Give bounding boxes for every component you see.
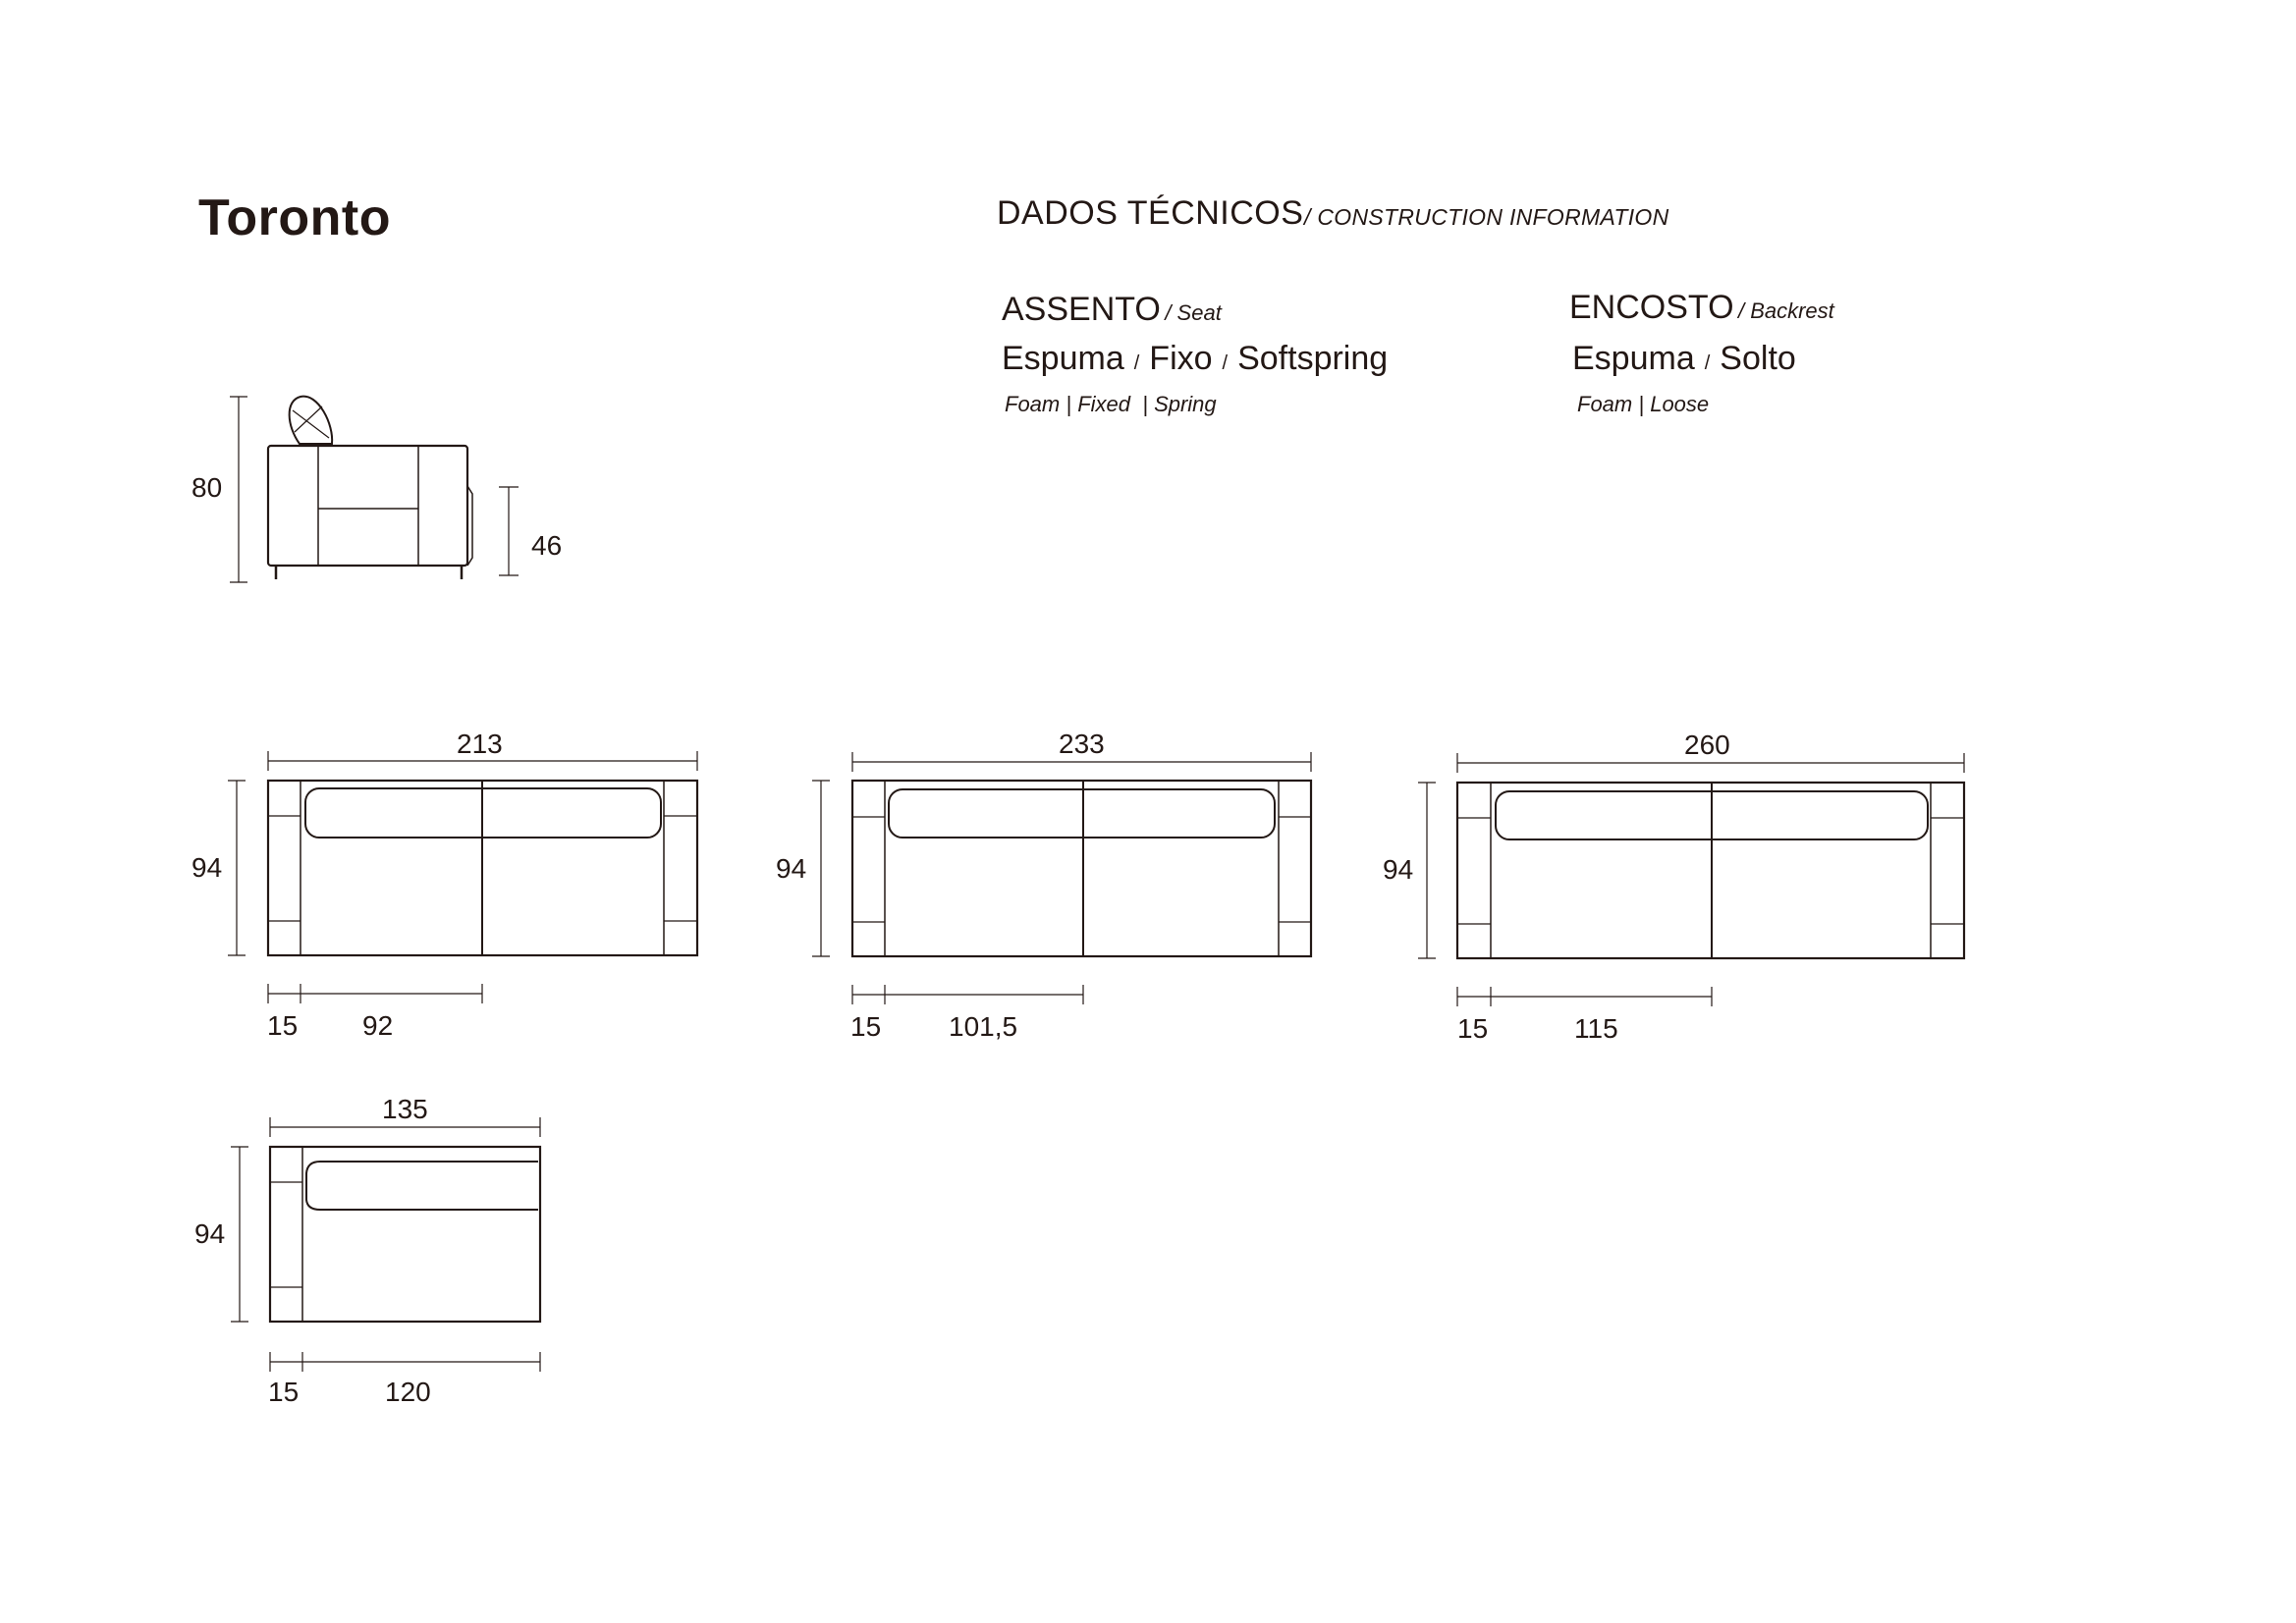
side-height-label: 80 — [191, 472, 223, 503]
plan4-depth-label: 94 — [194, 1218, 226, 1249]
plan3-arm-label: 15 — [1457, 1013, 1489, 1044]
seat-value-en-fixed: Fixed — [1077, 392, 1130, 416]
plan1-arm-label: 15 — [267, 1010, 299, 1041]
plan-233-drawing — [812, 752, 1311, 1004]
separator: / — [1222, 352, 1229, 374]
plan2-seat-label: 101,5 — [949, 1011, 1018, 1042]
plan4-seat-label: 120 — [385, 1377, 431, 1407]
plan2-arm-label: 15 — [850, 1011, 882, 1042]
header-subtitle: / CONSTRUCTION INFORMATION — [1304, 204, 1669, 230]
seat-value-spring: Softspring — [1237, 340, 1389, 377]
plan3-depth-label: 94 — [1383, 854, 1414, 885]
seat-value-en-spring: Spring — [1154, 392, 1217, 416]
plan1-depth-label: 94 — [191, 852, 223, 883]
separator: / — [1133, 352, 1140, 374]
seat-value-foam: Espuma — [1002, 340, 1124, 377]
backrest-value-en-foam: Foam — [1577, 392, 1633, 416]
separator: / — [1704, 352, 1711, 374]
header-title: DADOS TÉCNICOS — [997, 194, 1304, 232]
seat-title-en: / Seat — [1165, 300, 1222, 325]
plan2-depth-label: 94 — [776, 853, 807, 884]
seat-title: ASSENTO — [1002, 291, 1161, 328]
plan3-width-label: 260 — [1684, 730, 1730, 760]
backrest-value-en-loose: Loose — [1650, 392, 1710, 416]
plan-213-drawing — [228, 751, 697, 1003]
plan3-seat-label: 115 — [1574, 1013, 1618, 1044]
backrest-values-en: Foam | Loose — [1577, 392, 1710, 416]
side-seat-height-label: 46 — [531, 530, 563, 561]
backrest-value-loose: Solto — [1720, 340, 1796, 377]
product-title: Toronto — [198, 189, 392, 246]
plan4-arm-label: 15 — [268, 1377, 300, 1407]
seat-value-en-foam: Foam — [1005, 392, 1061, 416]
backrest-value-foam: Espuma — [1572, 340, 1695, 377]
plan1-width-label: 213 — [457, 729, 503, 759]
plan-135-drawing — [231, 1117, 540, 1372]
seat-value-fixed: Fixo — [1149, 340, 1213, 377]
plan2-width-label: 233 — [1059, 729, 1105, 759]
plan-260-drawing — [1418, 753, 1964, 1006]
plan4-width-label: 135 — [382, 1094, 428, 1124]
backrest-title: ENCOSTO — [1569, 289, 1734, 326]
plan1-seat-label: 92 — [362, 1010, 394, 1041]
side-view-drawing — [230, 397, 519, 582]
seat-values-en: Foam | Fixed | Spring — [1005, 392, 1217, 416]
backrest-title-en: / Backrest — [1737, 298, 1834, 323]
